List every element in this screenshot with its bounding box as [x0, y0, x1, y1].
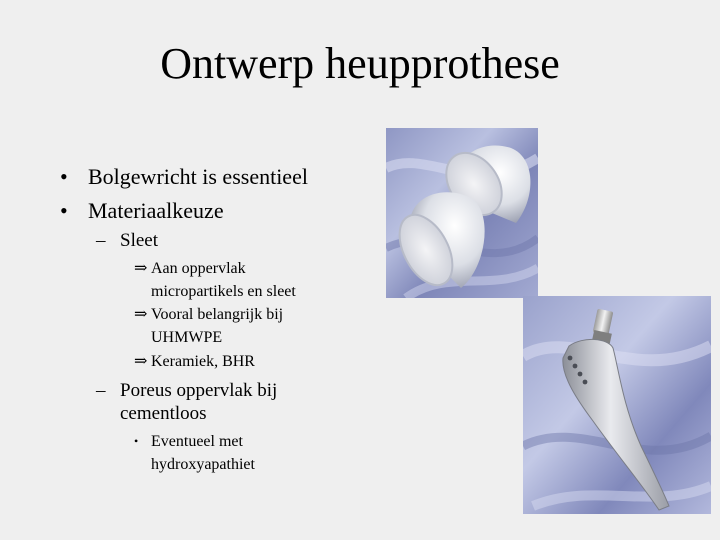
acetabular-cups-photo: [386, 128, 538, 298]
small-bullet-text: Eventueel met: [151, 433, 243, 450]
bullet-mark: •: [60, 164, 68, 189]
small-bullet-text: hydroxyapathiet: [151, 456, 255, 473]
implies-arrow-mark: ⇒: [134, 260, 148, 277]
sub-bullet-text: cementloos: [120, 403, 207, 424]
arrow-text-line: Keramiek, BHR: [151, 353, 255, 370]
sub-bullet-text: Sleet: [120, 230, 158, 251]
dash-mark: –: [96, 380, 106, 401]
sub-bullet-text: Poreus oppervlak bij: [120, 380, 278, 401]
bullet-text: Bolgewricht is essentieel: [88, 164, 308, 189]
dash-mark: –: [96, 230, 106, 251]
slide-title: Ontwerp heupprothese: [160, 39, 560, 88]
implies-arrow-mark: ⇒: [134, 353, 148, 370]
bullet-mark: •: [60, 198, 68, 223]
bullet-text: Materiaalkeuze: [88, 198, 224, 223]
arrow-text-line: Vooral belangrijk bij: [151, 306, 284, 323]
arrow-text-line: Aan oppervlak: [151, 260, 246, 277]
bullet-mark: •: [134, 434, 139, 448]
stem-illustration: [523, 296, 711, 514]
femoral-stem-photo: [523, 296, 711, 514]
implies-arrow-mark: ⇒: [134, 306, 148, 323]
arrow-text-line: UHMWPE: [151, 329, 223, 346]
arrow-text-line: micropartikels en sleet: [151, 283, 296, 300]
cups-illustration: [386, 128, 538, 298]
